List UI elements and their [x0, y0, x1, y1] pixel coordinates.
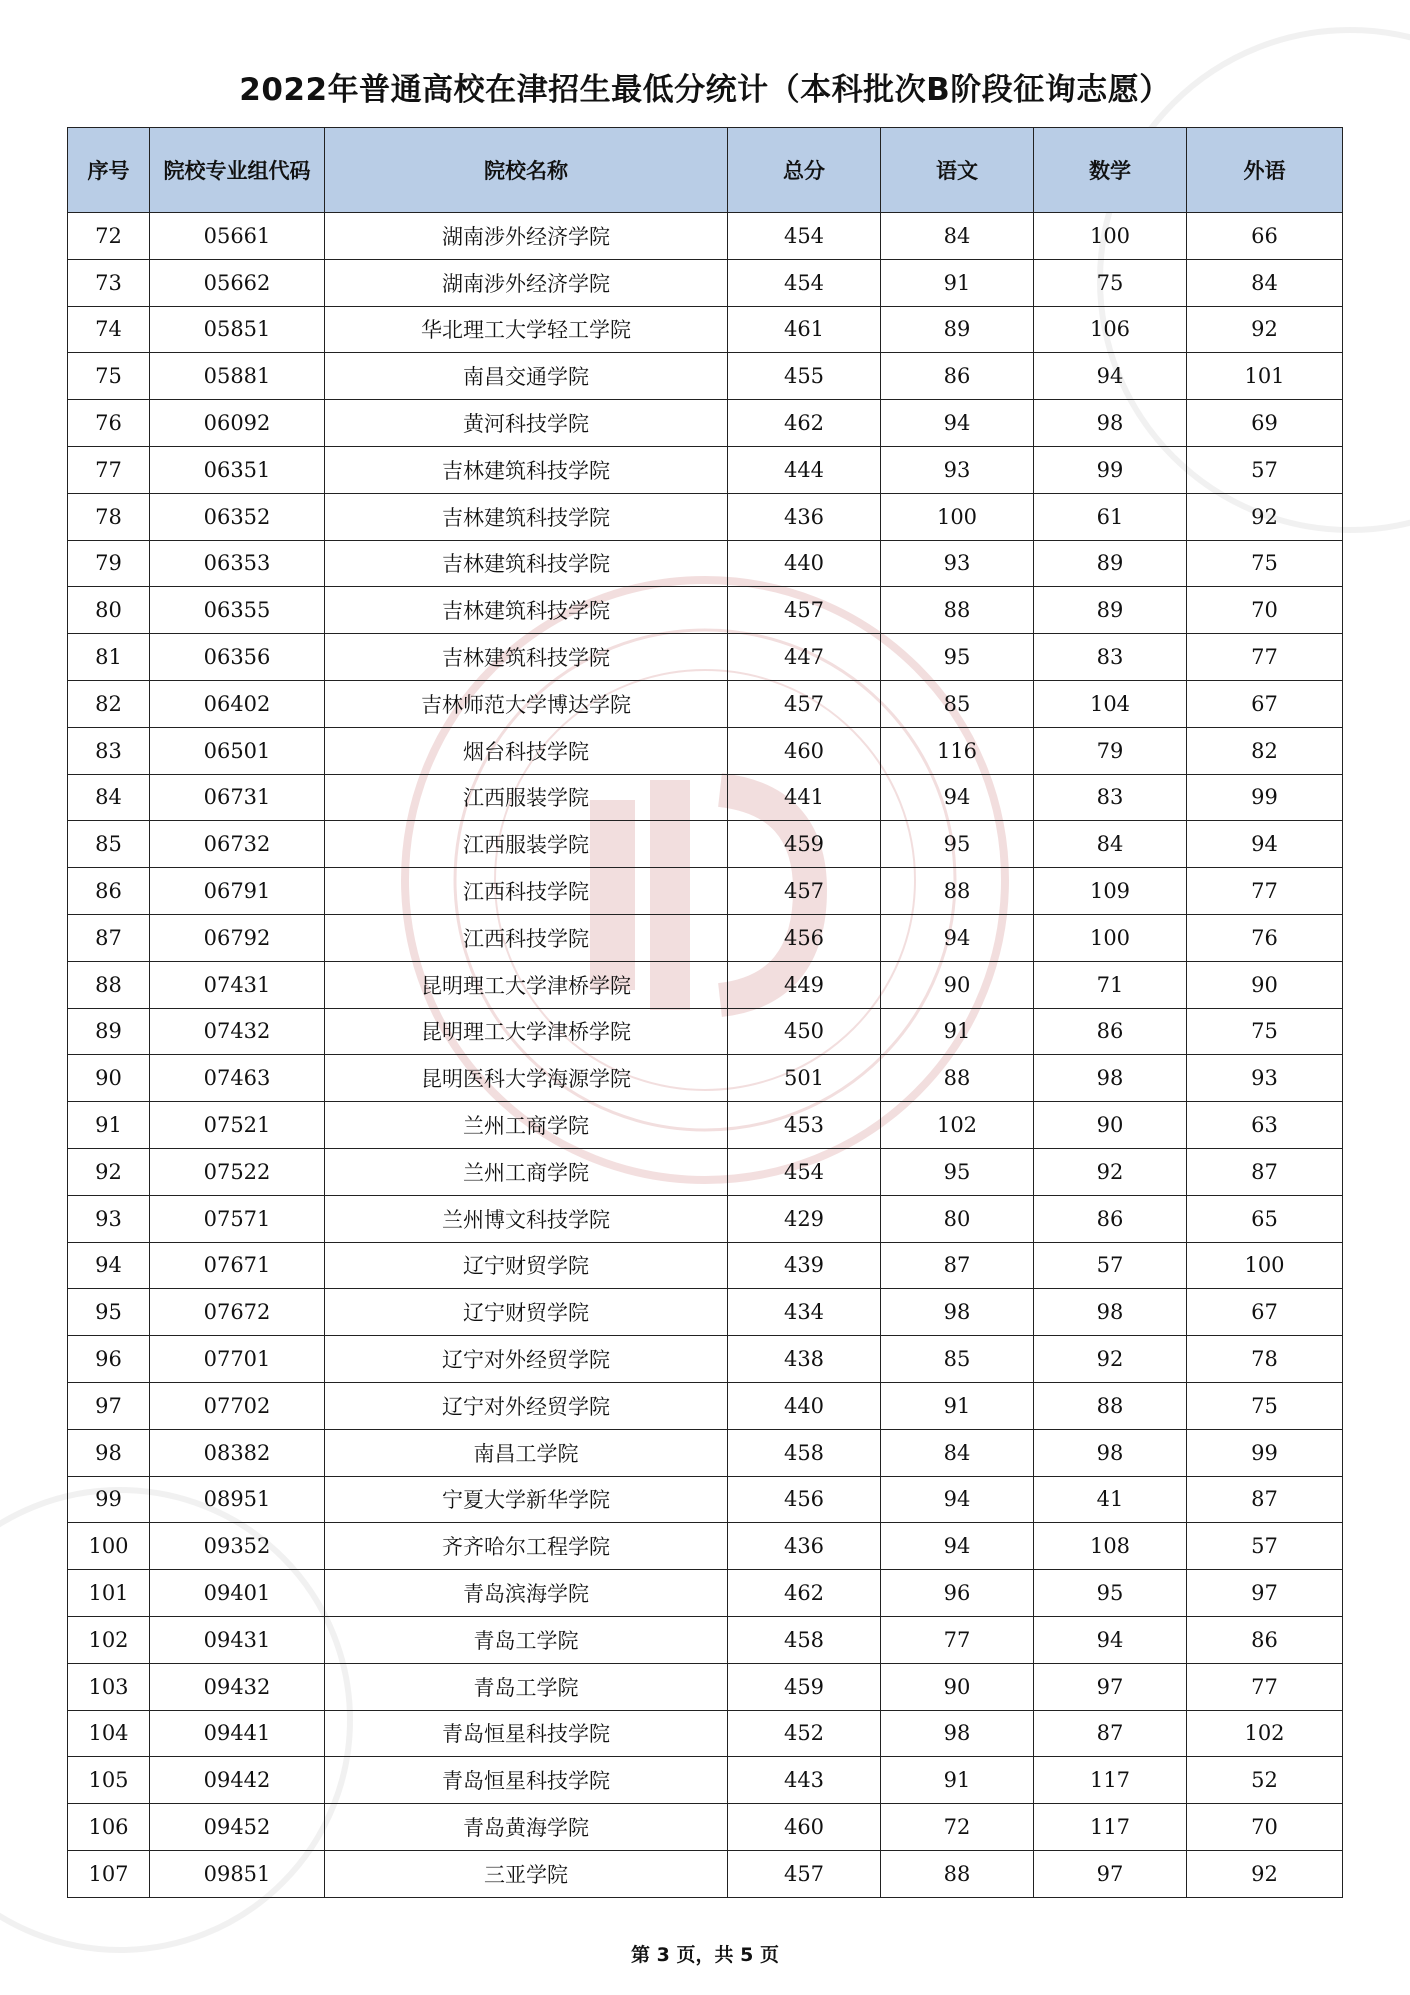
cell-total: 458: [728, 1429, 881, 1476]
cell-school-name: 江西服装学院: [325, 774, 728, 821]
cell-code: 09432: [150, 1663, 325, 1710]
cell-chinese: 77: [881, 1616, 1034, 1663]
cell-foreign-language: 65: [1187, 1195, 1343, 1242]
table-row: [68, 446, 1343, 493]
cell-foreign-language: 63: [1187, 1102, 1343, 1149]
cell-foreign-language: 87: [1187, 1476, 1343, 1523]
cell-code: 07701: [150, 1336, 325, 1383]
cell-math: 97: [1034, 1850, 1187, 1897]
cell-school-name: 昆明医科大学海源学院: [325, 1055, 728, 1102]
cell-total: 450: [728, 1008, 881, 1055]
cell-code: 06792: [150, 914, 325, 961]
cell-foreign-language: 70: [1187, 1804, 1343, 1851]
cell-code: 06731: [150, 774, 325, 821]
cell-total: 457: [728, 868, 881, 915]
cell-foreign-language: 82: [1187, 727, 1343, 774]
cell-code: 07431: [150, 961, 325, 1008]
cell-index: 104: [68, 1710, 150, 1757]
cell-total: 458: [728, 1616, 881, 1663]
cell-chinese: 98: [881, 1289, 1034, 1336]
cell-chinese: 80: [881, 1195, 1034, 1242]
table-row: [68, 400, 1343, 447]
cell-index: 87: [68, 914, 150, 961]
cell-foreign-language: 84: [1187, 259, 1343, 306]
cell-index: 72: [68, 213, 150, 260]
cell-total: 444: [728, 446, 881, 493]
cell-foreign-language: 86: [1187, 1616, 1343, 1663]
cell-foreign-language: 69: [1187, 400, 1343, 447]
cell-math: 98: [1034, 1429, 1187, 1476]
cell-school-name: 南昌交通学院: [325, 353, 728, 400]
cell-school-name: 吉林建筑科技学院: [325, 446, 728, 493]
cell-total: 454: [728, 213, 881, 260]
cell-index: 105: [68, 1757, 150, 1804]
cell-total: 456: [728, 914, 881, 961]
page-footer: 第 3 页，共 5 页: [631, 1944, 779, 1966]
cell-code: 07521: [150, 1102, 325, 1149]
table-row: [68, 1242, 1343, 1289]
cell-foreign-language: 67: [1187, 1289, 1343, 1336]
cell-code: 05661: [150, 213, 325, 260]
cell-total: 454: [728, 1148, 881, 1195]
cell-chinese: 94: [881, 1476, 1034, 1523]
cell-school-name: 黄河科技学院: [325, 400, 728, 447]
cell-total: 461: [728, 306, 881, 353]
cell-code: 09441: [150, 1710, 325, 1757]
cell-index: 83: [68, 727, 150, 774]
table-row: [68, 727, 1343, 774]
cell-chinese: 95: [881, 821, 1034, 868]
cell-code: 06356: [150, 634, 325, 681]
cell-total: 457: [728, 587, 881, 634]
cell-foreign-language: 99: [1187, 774, 1343, 821]
cell-math: 108: [1034, 1523, 1187, 1570]
cell-code: 09851: [150, 1850, 325, 1897]
cell-foreign-language: 97: [1187, 1570, 1343, 1617]
cell-foreign-language: 102: [1187, 1710, 1343, 1757]
cell-index: 91: [68, 1102, 150, 1149]
cell-total: 441: [728, 774, 881, 821]
cell-code: 06092: [150, 400, 325, 447]
table-row: [68, 1008, 1343, 1055]
cell-foreign-language: 67: [1187, 680, 1343, 727]
cell-code: 09452: [150, 1804, 325, 1851]
cell-chinese: 91: [881, 1008, 1034, 1055]
table-row: [68, 353, 1343, 400]
cell-foreign-language: 77: [1187, 1663, 1343, 1710]
cell-total: 434: [728, 1289, 881, 1336]
cell-index: 76: [68, 400, 150, 447]
table-row: [68, 868, 1343, 915]
cell-index: 101: [68, 1570, 150, 1617]
cell-math: 83: [1034, 774, 1187, 821]
cell-school-name: 青岛滨海学院: [325, 1570, 728, 1617]
cell-math: 87: [1034, 1710, 1187, 1757]
cell-chinese: 96: [881, 1570, 1034, 1617]
table-row: [68, 1523, 1343, 1570]
cell-code: 06501: [150, 727, 325, 774]
cell-code: 07432: [150, 1008, 325, 1055]
cell-foreign-language: 99: [1187, 1429, 1343, 1476]
cell-foreign-language: 77: [1187, 634, 1343, 681]
cell-chinese: 93: [881, 446, 1034, 493]
cell-chinese: 94: [881, 914, 1034, 961]
table-row: [68, 1195, 1343, 1242]
table-row: [68, 914, 1343, 961]
cell-chinese: 95: [881, 634, 1034, 681]
cell-total: 438: [728, 1336, 881, 1383]
cell-total: 453: [728, 1102, 881, 1149]
cell-total: 460: [728, 727, 881, 774]
cell-school-name: 辽宁对外经贸学院: [325, 1382, 728, 1429]
table-row: [68, 493, 1343, 540]
cell-chinese: 72: [881, 1804, 1034, 1851]
cell-index: 106: [68, 1804, 150, 1851]
cell-foreign-language: 87: [1187, 1148, 1343, 1195]
cell-school-name: 湖南涉外经济学院: [325, 213, 728, 260]
cell-math: 79: [1034, 727, 1187, 774]
cell-code: 09442: [150, 1757, 325, 1804]
table-row: [68, 774, 1343, 821]
table-header-row: [68, 128, 1343, 213]
cell-total: 447: [728, 634, 881, 681]
cell-index: 99: [68, 1476, 150, 1523]
cell-code: 06353: [150, 540, 325, 587]
cell-index: 90: [68, 1055, 150, 1102]
cell-school-name: 吉林建筑科技学院: [325, 634, 728, 681]
cell-code: 08382: [150, 1429, 325, 1476]
cell-math: 109: [1034, 868, 1187, 915]
cell-index: 84: [68, 774, 150, 821]
cell-foreign-language: 92: [1187, 306, 1343, 353]
cell-foreign-language: 75: [1187, 1382, 1343, 1429]
table-row: [68, 213, 1343, 260]
cell-school-name: 齐齐哈尔工程学院: [325, 1523, 728, 1570]
table-row: [68, 1476, 1343, 1523]
cell-index: 82: [68, 680, 150, 727]
cell-math: 86: [1034, 1195, 1187, 1242]
cell-math: 83: [1034, 634, 1187, 681]
cell-school-name: 吉林建筑科技学院: [325, 540, 728, 587]
cell-school-name: 青岛工学院: [325, 1616, 728, 1663]
cell-chinese: 84: [881, 213, 1034, 260]
cell-total: 459: [728, 821, 881, 868]
cell-math: 106: [1034, 306, 1187, 353]
cell-code: 05851: [150, 306, 325, 353]
cell-math: 89: [1034, 540, 1187, 587]
cell-total: 454: [728, 259, 881, 306]
cell-math: 41: [1034, 1476, 1187, 1523]
cell-chinese: 88: [881, 587, 1034, 634]
cell-index: 78: [68, 493, 150, 540]
cell-math: 99: [1034, 446, 1187, 493]
cell-total: 459: [728, 1663, 881, 1710]
cell-math: 117: [1034, 1757, 1187, 1804]
cell-total: 462: [728, 400, 881, 447]
table-row: [68, 1757, 1343, 1804]
cell-chinese: 94: [881, 400, 1034, 447]
cell-total: 436: [728, 1523, 881, 1570]
cell-school-name: 青岛恒星科技学院: [325, 1710, 728, 1757]
cell-school-name: 吉林建筑科技学院: [325, 587, 728, 634]
cell-math: 86: [1034, 1008, 1187, 1055]
cell-index: 97: [68, 1382, 150, 1429]
cell-math: 104: [1034, 680, 1187, 727]
cell-chinese: 94: [881, 1523, 1034, 1570]
cell-school-name: 三亚学院: [325, 1850, 728, 1897]
document-title: 2022年普通高校在津招生最低分统计（本科批次B阶段征询志愿）: [239, 72, 1171, 108]
cell-total: 440: [728, 540, 881, 587]
cell-index: 88: [68, 961, 150, 1008]
cell-chinese: 90: [881, 1663, 1034, 1710]
cell-foreign-language: 101: [1187, 353, 1343, 400]
cell-chinese: 102: [881, 1102, 1034, 1149]
table-row: [68, 1570, 1343, 1617]
cell-code: 08951: [150, 1476, 325, 1523]
cell-total: 452: [728, 1710, 881, 1757]
cell-math: 61: [1034, 493, 1187, 540]
cell-school-name: 烟台科技学院: [325, 727, 728, 774]
cell-school-name: 辽宁财贸学院: [325, 1242, 728, 1289]
cell-code: 07571: [150, 1195, 325, 1242]
cell-math: 97: [1034, 1663, 1187, 1710]
cell-chinese: 91: [881, 1757, 1034, 1804]
cell-index: 75: [68, 353, 150, 400]
cell-foreign-language: 92: [1187, 1850, 1343, 1897]
cell-school-name: 南昌工学院: [325, 1429, 728, 1476]
cell-chinese: 89: [881, 306, 1034, 353]
cell-code: 06402: [150, 680, 325, 727]
cell-index: 103: [68, 1663, 150, 1710]
cell-total: 439: [728, 1242, 881, 1289]
cell-index: 95: [68, 1289, 150, 1336]
cell-code: 07702: [150, 1382, 325, 1429]
table-row: [68, 1289, 1343, 1336]
cell-total: 462: [728, 1570, 881, 1617]
cell-math: 92: [1034, 1148, 1187, 1195]
cell-index: 93: [68, 1195, 150, 1242]
score-table: [67, 127, 1343, 1898]
table-row: [68, 1148, 1343, 1195]
cell-code: 05881: [150, 353, 325, 400]
cell-code: 06732: [150, 821, 325, 868]
cell-index: 94: [68, 1242, 150, 1289]
cell-math: 57: [1034, 1242, 1187, 1289]
cell-school-name: 江西科技学院: [325, 868, 728, 915]
table-row: [68, 1663, 1343, 1710]
cell-chinese: 116: [881, 727, 1034, 774]
cell-school-name: 辽宁财贸学院: [325, 1289, 728, 1336]
cell-math: 71: [1034, 961, 1187, 1008]
cell-school-name: 兰州工商学院: [325, 1148, 728, 1195]
cell-chinese: 88: [881, 868, 1034, 915]
cell-chinese: 91: [881, 259, 1034, 306]
cell-index: 100: [68, 1523, 150, 1570]
cell-code: 07463: [150, 1055, 325, 1102]
cell-school-name: 江西服装学院: [325, 821, 728, 868]
cell-index: 102: [68, 1616, 150, 1663]
cell-chinese: 87: [881, 1242, 1034, 1289]
cell-total: 455: [728, 353, 881, 400]
cell-index: 96: [68, 1336, 150, 1383]
cell-math: 75: [1034, 259, 1187, 306]
cell-foreign-language: 76: [1187, 914, 1343, 961]
col-header-total: 总分: [728, 128, 881, 213]
cell-total: 436: [728, 493, 881, 540]
col-header-chinese: 语文: [881, 128, 1034, 213]
cell-code: 06791: [150, 868, 325, 915]
cell-foreign-language: 94: [1187, 821, 1343, 868]
cell-chinese: 90: [881, 961, 1034, 1008]
cell-school-name: 吉林建筑科技学院: [325, 493, 728, 540]
cell-math: 94: [1034, 1616, 1187, 1663]
cell-foreign-language: 57: [1187, 1523, 1343, 1570]
cell-code: 06355: [150, 587, 325, 634]
cell-chinese: 86: [881, 353, 1034, 400]
table-row: [68, 1710, 1343, 1757]
cell-math: 117: [1034, 1804, 1187, 1851]
cell-chinese: 84: [881, 1429, 1034, 1476]
cell-chinese: 91: [881, 1382, 1034, 1429]
cell-math: 98: [1034, 400, 1187, 447]
cell-foreign-language: 100: [1187, 1242, 1343, 1289]
cell-index: 80: [68, 587, 150, 634]
cell-school-name: 江西科技学院: [325, 914, 728, 961]
cell-math: 100: [1034, 914, 1187, 961]
cell-school-name: 青岛工学院: [325, 1663, 728, 1710]
cell-chinese: 93: [881, 540, 1034, 587]
cell-foreign-language: 90: [1187, 961, 1343, 1008]
cell-math: 95: [1034, 1570, 1187, 1617]
table-row: [68, 1055, 1343, 1102]
table-row: [68, 1336, 1343, 1383]
cell-foreign-language: 77: [1187, 868, 1343, 915]
cell-foreign-language: 66: [1187, 213, 1343, 260]
cell-total: 449: [728, 961, 881, 1008]
table-row: [68, 1850, 1343, 1897]
cell-math: 92: [1034, 1336, 1187, 1383]
cell-total: 456: [728, 1476, 881, 1523]
cell-math: 84: [1034, 821, 1187, 868]
table-row: [68, 587, 1343, 634]
cell-math: 89: [1034, 587, 1187, 634]
cell-total: 457: [728, 680, 881, 727]
cell-foreign-language: 75: [1187, 1008, 1343, 1055]
cell-index: 107: [68, 1850, 150, 1897]
cell-school-name: 吉林师范大学博达学院: [325, 680, 728, 727]
cell-code: 09352: [150, 1523, 325, 1570]
cell-code: 06351: [150, 446, 325, 493]
cell-foreign-language: 92: [1187, 493, 1343, 540]
cell-math: 90: [1034, 1102, 1187, 1149]
cell-chinese: 94: [881, 774, 1034, 821]
cell-chinese: 88: [881, 1055, 1034, 1102]
cell-index: 86: [68, 868, 150, 915]
cell-total: 457: [728, 1850, 881, 1897]
cell-index: 79: [68, 540, 150, 587]
table-row: [68, 259, 1343, 306]
cell-math: 98: [1034, 1055, 1187, 1102]
cell-school-name: 兰州博文科技学院: [325, 1195, 728, 1242]
col-header-index: 序号: [68, 128, 150, 213]
cell-chinese: 100: [881, 493, 1034, 540]
table-row: [68, 821, 1343, 868]
cell-total: 440: [728, 1382, 881, 1429]
cell-foreign-language: 75: [1187, 540, 1343, 587]
cell-code: 09401: [150, 1570, 325, 1617]
cell-school-name: 青岛恒星科技学院: [325, 1757, 728, 1804]
cell-index: 92: [68, 1148, 150, 1195]
cell-code: 07672: [150, 1289, 325, 1336]
cell-index: 89: [68, 1008, 150, 1055]
cell-school-name: 兰州工商学院: [325, 1102, 728, 1149]
cell-code: 07522: [150, 1148, 325, 1195]
cell-foreign-language: 52: [1187, 1757, 1343, 1804]
cell-code: 09431: [150, 1616, 325, 1663]
table-row: [68, 1429, 1343, 1476]
cell-index: 74: [68, 306, 150, 353]
table-row: [68, 680, 1343, 727]
table-row: [68, 1102, 1343, 1149]
cell-foreign-language: 78: [1187, 1336, 1343, 1383]
cell-total: 460: [728, 1804, 881, 1851]
cell-school-name: 宁夏大学新华学院: [325, 1476, 728, 1523]
cell-index: 81: [68, 634, 150, 681]
table-row: [68, 961, 1343, 1008]
cell-total: 429: [728, 1195, 881, 1242]
table-row: [68, 1804, 1343, 1851]
cell-total: 501: [728, 1055, 881, 1102]
cell-index: 85: [68, 821, 150, 868]
cell-chinese: 88: [881, 1850, 1034, 1897]
col-header-code: 院校专业组代码: [150, 128, 325, 213]
cell-school-name: 昆明理工大学津桥学院: [325, 961, 728, 1008]
cell-school-name: 华北理工大学轻工学院: [325, 306, 728, 353]
cell-chinese: 85: [881, 1336, 1034, 1383]
col-header-math: 数学: [1034, 128, 1187, 213]
cell-math: 88: [1034, 1382, 1187, 1429]
cell-code: 06352: [150, 493, 325, 540]
cell-foreign-language: 57: [1187, 446, 1343, 493]
table-row: [68, 306, 1343, 353]
cell-school-name: 湖南涉外经济学院: [325, 259, 728, 306]
cell-school-name: 青岛黄海学院: [325, 1804, 728, 1851]
table-row: [68, 540, 1343, 587]
cell-code: 05662: [150, 259, 325, 306]
cell-chinese: 98: [881, 1710, 1034, 1757]
table-row: [68, 1382, 1343, 1429]
cell-math: 98: [1034, 1289, 1187, 1336]
cell-chinese: 85: [881, 680, 1034, 727]
cell-code: 07671: [150, 1242, 325, 1289]
cell-math: 100: [1034, 213, 1187, 260]
cell-school-name: 昆明理工大学津桥学院: [325, 1008, 728, 1055]
cell-math: 94: [1034, 353, 1187, 400]
cell-index: 77: [68, 446, 150, 493]
cell-school-name: 辽宁对外经贸学院: [325, 1336, 728, 1383]
table-row: [68, 634, 1343, 681]
col-header-foreign-language: 外语: [1187, 128, 1343, 213]
cell-chinese: 95: [881, 1148, 1034, 1195]
cell-total: 443: [728, 1757, 881, 1804]
cell-index: 98: [68, 1429, 150, 1476]
cell-foreign-language: 93: [1187, 1055, 1343, 1102]
table-row: [68, 1616, 1343, 1663]
col-header-school: 院校名称: [325, 128, 728, 213]
cell-foreign-language: 70: [1187, 587, 1343, 634]
cell-index: 73: [68, 259, 150, 306]
